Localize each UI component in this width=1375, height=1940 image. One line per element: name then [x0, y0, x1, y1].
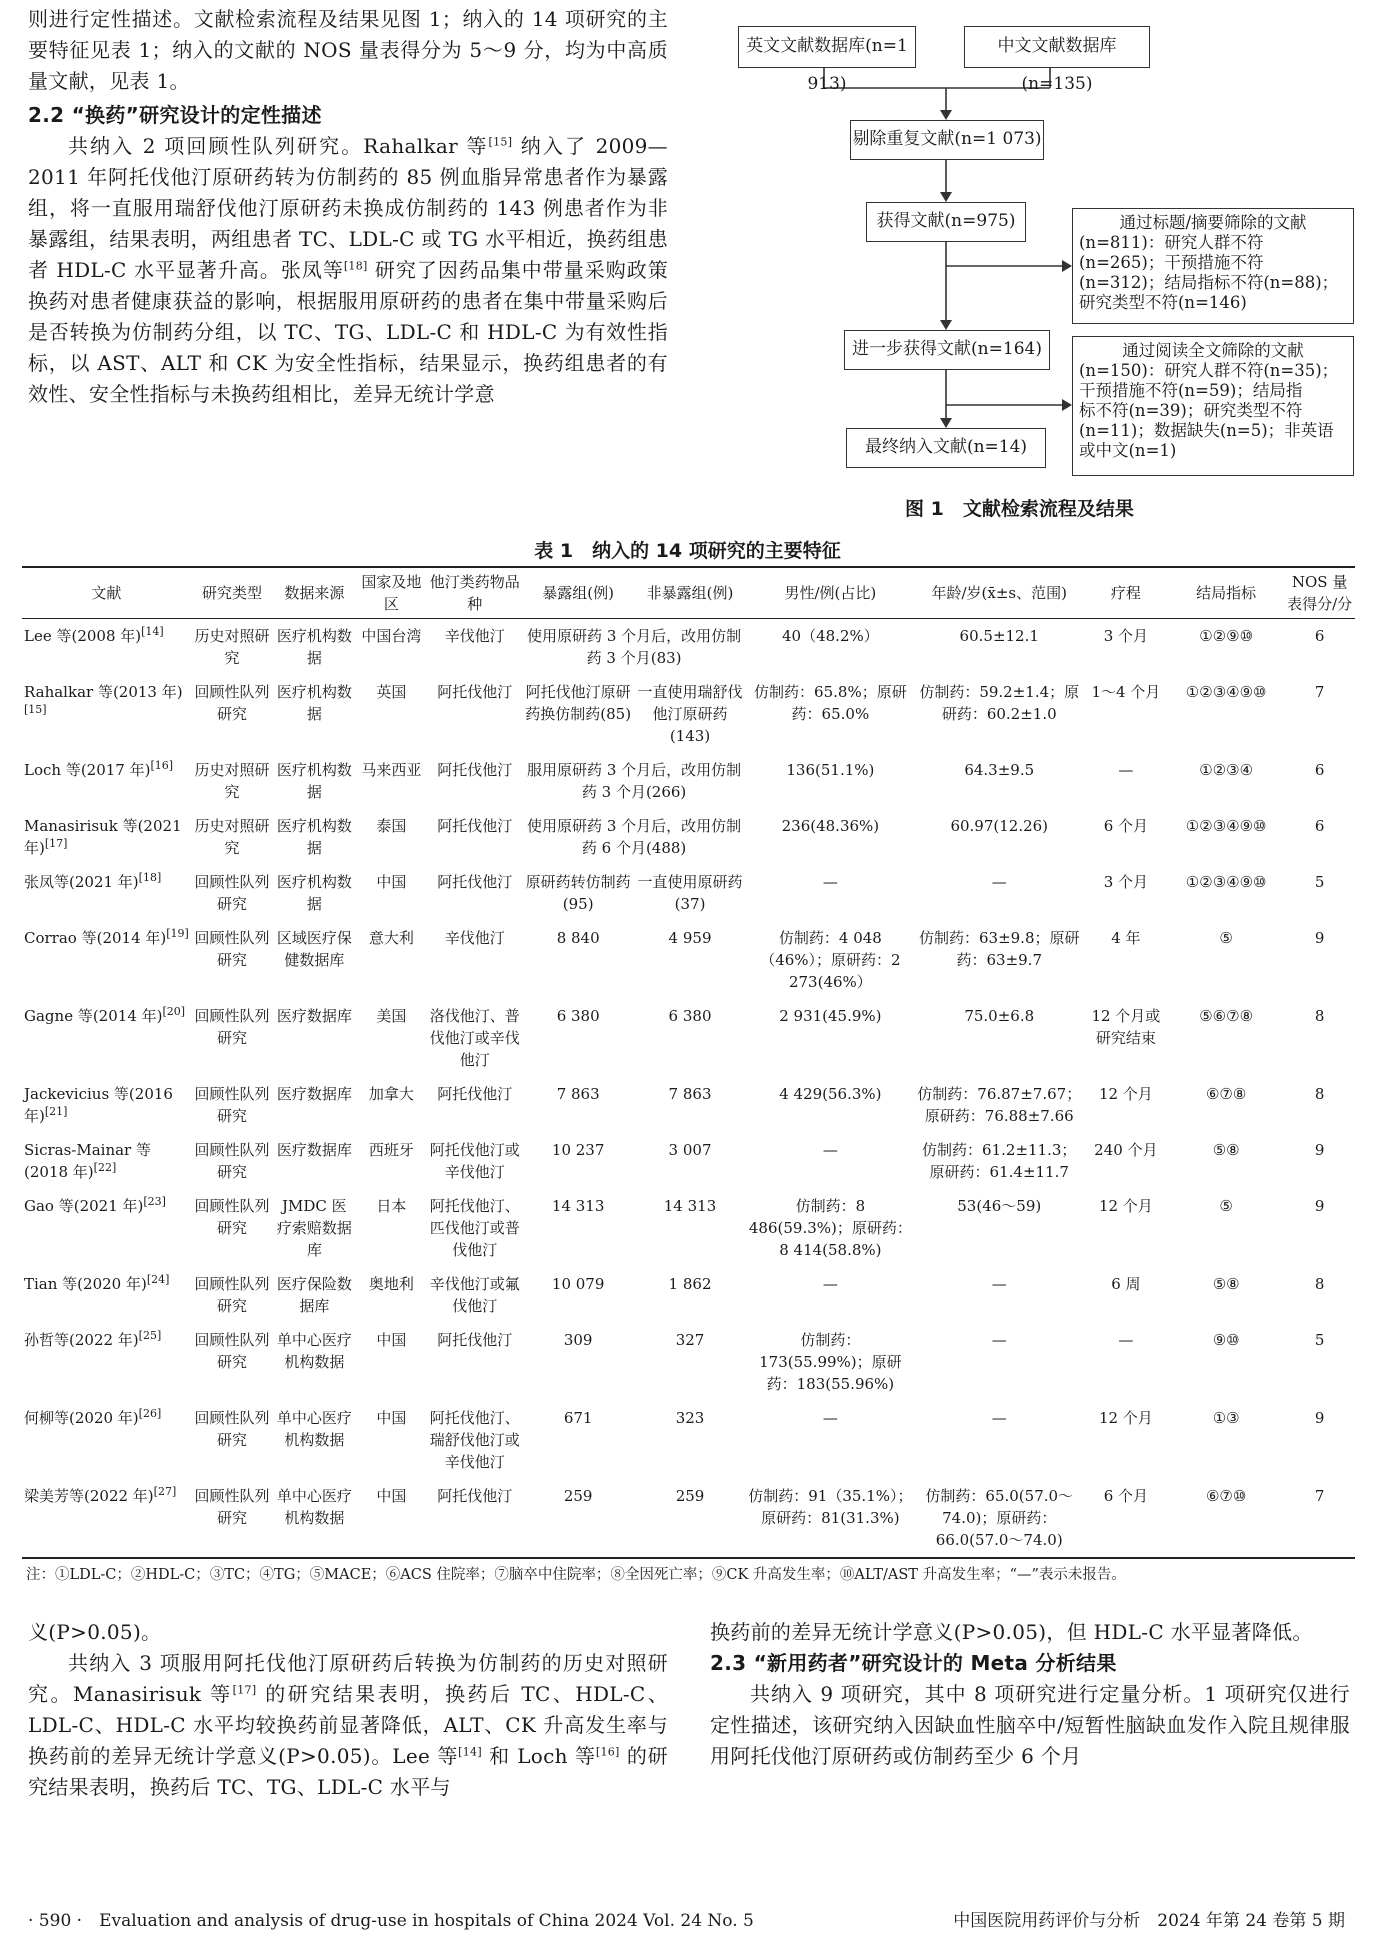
- cell-src: 医疗机构数据: [276, 761, 352, 801]
- cell-exp: 使用原研药 3 个月后，改用仿制药 3 个月(83): [527, 627, 742, 667]
- cell-ref: Lee 等(2008 年)[14]: [24, 625, 164, 645]
- exclusion-line: (n=312)；结局指标不符(n=88)；: [1079, 273, 1339, 292]
- cell-type: 回顾性队列研究: [194, 1409, 270, 1449]
- cell-out: ⑥⑦⑩: [1168, 1479, 1284, 1558]
- flowchart-figure: [700, 0, 1375, 525]
- cell-exp: 309: [563, 1331, 593, 1349]
- cell-nonexp: 14 313: [663, 1197, 717, 1215]
- column-header-drug: 他汀类药物品种: [427, 567, 522, 619]
- cell-drug: 阿托伐他汀: [437, 817, 513, 835]
- table-note: 注：①LDL-C；②HDL-C；③TC；④TG；⑤MACE；⑥ACS 住院率；⑦脑卒中住院率；⑧全因死亡率；⑨CK 升高发生率；⑩ALT/AST 升高发生率；“—”表示未报告。: [26, 1567, 1126, 1583]
- cell-nos: 7: [1314, 683, 1325, 701]
- cell-nonexp: 3 007: [668, 1141, 712, 1159]
- cell-out: ①②③④: [1199, 761, 1254, 779]
- citation: [18]: [343, 259, 368, 273]
- cell-age: 仿制药：59.2±1.4；原研药：60.2±1.0: [919, 683, 1080, 723]
- cell-src: 医疗机构数据: [276, 873, 352, 913]
- section-heading-2-2: 2.2 “换药”研究设计的定性描述: [28, 103, 322, 127]
- cell-ref: 何柳等(2020 年)[26]: [24, 1407, 162, 1427]
- cell-drug: 阿托伐他汀: [437, 683, 513, 701]
- cell-age: —: [991, 1331, 1007, 1349]
- table-row: [22, 1133, 1355, 1189]
- cell-src: 医疗数据库: [276, 1141, 352, 1159]
- cell-type: 历史对照研究: [194, 817, 270, 857]
- cell-ref: Tian 等(2020 年)[24]: [24, 1273, 170, 1293]
- citation: [17]: [44, 837, 68, 850]
- cell-drug: 阿托伐他汀: [437, 873, 513, 891]
- cell-course: 12 个月或研究结束: [1091, 1007, 1161, 1047]
- column-header-age: 年龄/岁(x̄±s、范围): [915, 567, 1084, 619]
- cell-nos: 9: [1314, 1141, 1325, 1159]
- table-row: [22, 999, 1355, 1077]
- exclusion-line: 研究类型不符(n=146): [1079, 293, 1247, 312]
- characteristics-table: [22, 566, 1355, 1559]
- section-heading-2-3: 2.3 “新用药者”研究设计的 Meta 分析结果: [710, 1651, 1117, 1675]
- cell-age: 仿制药：76.87±7.67；原研药：76.88±7.66: [917, 1085, 1082, 1125]
- citation: [18]: [138, 871, 162, 884]
- table-row: [22, 1323, 1355, 1401]
- cell-male: 4 429(56.3%): [779, 1085, 882, 1103]
- citation: [26]: [138, 1407, 162, 1420]
- cell-src: 单中心医疗机构数据: [276, 1331, 352, 1371]
- cell-nonexp: 一直使用瑞舒伐他汀原研药(143): [637, 683, 743, 745]
- cell-ref: Loch 等(2017 年)[16]: [24, 759, 174, 779]
- cell-region: 英国: [376, 683, 407, 701]
- cell-course: 3 个月: [1103, 873, 1149, 891]
- cell-male: —: [822, 1409, 838, 1427]
- cell-region: 奥地利: [368, 1275, 414, 1293]
- cell-male: 仿制药：173(55.99%)；原研药：183(55.96%): [759, 1331, 902, 1393]
- cell-age: 53(46～59): [957, 1197, 1042, 1215]
- cell-exp: 原研药转仿制药(95): [525, 873, 631, 913]
- cell-drug: 辛伐他汀或氟伐他汀: [429, 1275, 520, 1315]
- cell-type: 回顾性队列研究: [194, 1275, 270, 1315]
- cell-exp: 10 079: [551, 1275, 605, 1293]
- cell-ref: Manasirisuk 等(2021 年)[17]: [24, 817, 182, 857]
- exclusion-line: 干预措施不符(n=59)；结局指: [1079, 381, 1303, 400]
- table-row: [22, 619, 1355, 676]
- cell-course: 240 个月: [1094, 1141, 1158, 1159]
- cell-male: 仿制药：65.8%；原研药：65.0%: [754, 683, 907, 723]
- cell-ref: Gagne 等(2014 年)[20]: [24, 1005, 186, 1025]
- cell-out: ⑤: [1219, 1197, 1233, 1215]
- cell-male: 136(51.1%): [786, 761, 875, 779]
- bottom-right-text: [710, 1617, 1350, 1772]
- cell-exp: 7 863: [556, 1085, 600, 1103]
- cell-nos: 8: [1314, 1275, 1325, 1293]
- flow-box-obtained: 获得文献(n=975): [866, 202, 1026, 242]
- cell-type: 回顾性队列研究: [194, 873, 270, 913]
- cell-region: 意大利: [368, 929, 414, 947]
- cell-course: —: [1118, 1331, 1134, 1349]
- column-header-course: 疗程: [1084, 567, 1168, 619]
- paragraph: 共纳入 2 项回顾性队列研究。Rahalkar 等[15] 纳入了 2009—2011 年阿托伐他汀原研药转为仿制药的 85 例血脂异常患者作为暴露组，将一直服用瑞舒伐他汀原研药未换成仿制药的 143 例患者作为非暴露组，结果表明，两组患者 TC、LDL-C 或 TG 水平相近，换药组患者 HDL-C 水平显著升高。张凤等[18] 研究了因药品集中带量采购政策换药对患者健康获益的影响，根据服用原研药的患者在集中带量采购后是否转换为仿制药分组，以 TC、TG、LDL-C 和 HDL-C 为有效性指标，以 AST、ALT 和 CK 为安全性指标，结果显示，换药组患者的有效性、安全性指标与未换药组相比，差异无统计学意: [28, 134, 669, 406]
- cell-male: 2 931(45.9%): [779, 1007, 882, 1025]
- cell-nos: 6: [1314, 817, 1325, 835]
- table-row: [22, 1267, 1355, 1323]
- table-row: [22, 809, 1355, 865]
- citation: [22]: [93, 1161, 117, 1174]
- cell-region: 泰国: [376, 817, 407, 835]
- cell-out: ①②⑨⑩: [1199, 627, 1254, 645]
- cell-nos: 9: [1314, 929, 1325, 947]
- cell-ref: Gao 等(2021 年)[23]: [24, 1195, 166, 1215]
- cell-nos: 7: [1284, 1479, 1355, 1558]
- cell-type: 历史对照研究: [194, 761, 270, 801]
- cell-male: 236(48.36%): [781, 817, 880, 835]
- cell-nos: 8: [1314, 1085, 1325, 1103]
- cell-out: ①③: [1212, 1409, 1240, 1427]
- cell-region: 西班牙: [368, 1141, 414, 1159]
- cell-region: 美国: [376, 1007, 407, 1025]
- cell-male: —: [822, 873, 838, 891]
- cell-region: 中国: [376, 1409, 407, 1427]
- cell-male: —: [822, 1275, 838, 1293]
- column-header-type: 研究类型: [191, 567, 273, 619]
- cell-nonexp: 7 863: [668, 1085, 712, 1103]
- cell-nos: 8: [1314, 1007, 1325, 1025]
- paragraph: 共纳入 3 项服用阿托伐他汀原研药后转换为仿制药的历史对照研究。Manasirisuk 等[17] 的研究结果表明，换药后 TC、HDL-C、LDL-C、HDL-C 水平均较换药前显著降低，ALT、CK 升高发生率与换药前的差异无统计学意义(P>0.05)。Lee 等[14] 和 Loch 等[16] 的研究结果表明，换药后 TC、TG、LDL-C 水平与: [28, 1651, 669, 1799]
- flow-box-further: 进一步获得文献(n=164): [844, 330, 1050, 370]
- flow-box-exclusion-title-abstract: [1072, 208, 1354, 324]
- cell-exp: 10 237: [551, 1141, 605, 1159]
- exclusion-line: 标不符(n=39)；研究类型不符: [1079, 401, 1303, 420]
- cell-nos: 9: [1314, 1409, 1325, 1427]
- cell-ref: Corrao 等(2014 年)[19]: [24, 927, 189, 947]
- table-row: [22, 1189, 1355, 1267]
- column-header-nonexp: 非暴露组(例): [634, 567, 746, 619]
- cell-male: 仿制药：4 048（46%）；原研药：2 273(46%）: [760, 929, 901, 991]
- cell-course: —: [1118, 761, 1134, 779]
- cell-exp: 8 840: [556, 929, 600, 947]
- cell-type: 回顾性队列研究: [194, 1197, 270, 1237]
- cell-drug: 阿托伐他汀: [437, 1331, 513, 1349]
- cell-nonexp: 6 380: [668, 1007, 712, 1025]
- cell-male: 仿制药：91（35.1%）；原研药：81(31.3%): [746, 1479, 915, 1558]
- cell-course: 6 个月: [1084, 1479, 1168, 1558]
- cell-course: 12 个月: [1098, 1085, 1153, 1103]
- cell-src: 医疗数据库: [276, 1085, 352, 1103]
- cell-region: 中国: [376, 1331, 407, 1349]
- cell-src: 医疗机构数据: [276, 683, 352, 723]
- paragraph: 义(P>0.05)。: [28, 1620, 162, 1644]
- citation: [17]: [232, 1683, 257, 1697]
- paragraph: 换药前的差异无统计学意义(P>0.05)，但 HDL-C 水平显著降低。: [710, 1620, 1313, 1644]
- cell-male: 40（48.2%）: [782, 627, 879, 645]
- citation: [14]: [141, 625, 164, 638]
- citation: [21]: [44, 1105, 68, 1118]
- cell-age: 75.0±6.8: [964, 1007, 1035, 1025]
- cell-type: 回顾性队列研究: [194, 929, 270, 969]
- cell-src: 医疗机构数据: [276, 627, 352, 667]
- cell-nos: 5: [1314, 1331, 1325, 1349]
- paragraph: 共纳入 9 项研究，其中 8 项研究进行定量分析。1 项研究仅进行定性描述，该研究纳入因缺血性脑卒中/短暂性脑缺血发作入院且规律服用阿托伐他汀原研药或仿制药至少 6 个月: [710, 1682, 1350, 1768]
- exclusion-line: 通过阅读全文筛除的文献: [1122, 341, 1304, 360]
- cell-ref: Sicras-Mainar 等(2018 年)[22]: [24, 1141, 151, 1181]
- cell-nos: 6: [1314, 627, 1325, 645]
- cell-drug: 阿托伐他汀或辛伐他汀: [429, 1141, 520, 1181]
- table-row: [22, 1479, 1355, 1558]
- cell-male: —: [822, 1141, 838, 1159]
- cell-region: 中国: [355, 1479, 427, 1558]
- column-header-ref: 文献: [22, 567, 191, 619]
- cell-ref: 张凤等(2021 年)[18]: [24, 871, 162, 891]
- column-header-nos: NOS 量表得分/分: [1284, 567, 1355, 619]
- cell-course: 4 年: [1111, 929, 1141, 947]
- cell-drug: 阿托伐他汀: [427, 1479, 522, 1558]
- table-row: [22, 675, 1355, 753]
- flow-box-dedup: 剔除重复文献(n=1 073): [850, 120, 1044, 160]
- cell-region: 日本: [376, 1197, 407, 1215]
- cell-age: —: [991, 1275, 1007, 1293]
- cell-exp: 使用原研药 3 个月后，改用仿制药 6 个月(488): [527, 817, 742, 857]
- figure-caption: 图 1 文献检索流程及结果: [905, 498, 1134, 520]
- cell-src: 医疗数据库: [276, 1007, 352, 1025]
- column-header-exp: 暴露组(例): [522, 567, 634, 619]
- cell-course: 3 个月: [1103, 627, 1149, 645]
- cell-age: 64.3±9.5: [964, 761, 1035, 779]
- cell-age: 60.97(12.26): [950, 817, 1049, 835]
- cell-src: 单中心医疗机构数据: [273, 1479, 355, 1558]
- column-header-male: 男性/例(占比): [746, 567, 915, 619]
- exclusion-line: (n=11)；数据缺失(n=5)；非英语: [1079, 421, 1334, 440]
- cell-nos: 9: [1314, 1197, 1325, 1215]
- bottom-left-text: [28, 1617, 668, 1803]
- cell-nonexp: 一直使用原研药(37): [637, 873, 743, 913]
- cell-type: 回顾性队列研究: [194, 1085, 270, 1125]
- cell-course: 12 个月: [1098, 1409, 1153, 1427]
- citation: [14]: [458, 1745, 482, 1759]
- cell-src: 单中心医疗机构数据: [276, 1409, 352, 1449]
- table-row: [22, 753, 1355, 809]
- cell-exp: 259: [522, 1479, 634, 1558]
- table-container: [22, 566, 1355, 1585]
- cell-nonexp: 323: [675, 1409, 705, 1427]
- table-row: [22, 865, 1355, 921]
- cell-drug: 阿托伐他汀、匹伐他汀或普伐他汀: [429, 1197, 520, 1259]
- cell-course: 6 周: [1111, 1275, 1141, 1293]
- column-header-out: 结局指标: [1168, 567, 1284, 619]
- cell-region: 马来西亚: [361, 761, 422, 779]
- cell-nos: 6: [1314, 761, 1325, 779]
- footer-right: 中国医院用药评价与分析 2024 年第 24 卷第 5 期: [953, 1911, 1345, 1931]
- cell-age: 仿制药：63±9.8；原研药：63±9.7: [918, 929, 1080, 969]
- citation: [24]: [146, 1273, 170, 1286]
- cell-drug: 辛伐他汀: [444, 627, 505, 645]
- cell-age: —: [991, 873, 1007, 891]
- cell-src: JMDC 医疗索赔数据库: [276, 1197, 352, 1259]
- cell-drug: 洛伐他汀、普伐他汀或辛伐他汀: [429, 1007, 520, 1069]
- exclusion-line: (n=265)；干预措施不符: [1079, 253, 1264, 272]
- cell-src: 医疗保险数据库: [276, 1275, 352, 1315]
- cell-exp: 服用原研药 3 个月后，改用仿制药 3 个月(266): [527, 761, 742, 801]
- cell-src: 区域医疗保健数据库: [276, 929, 352, 969]
- cell-male: 仿制药：8 486(59.3%)；原研药：8 414(58.8%): [748, 1197, 912, 1259]
- cell-nonexp: 4 959: [668, 929, 712, 947]
- flow-box-chinese-db: 中文文献数据库(n=135): [964, 26, 1150, 68]
- cell-type: 历史对照研究: [194, 627, 270, 667]
- top-left-text: [28, 4, 668, 410]
- flow-box-english-db: 英文文献数据库(n=1 913): [738, 26, 916, 68]
- cell-ref: 孙哲等(2022 年)[25]: [24, 1329, 162, 1349]
- exclusion-line: 通过标题/摘要筛除的文献: [1119, 213, 1307, 232]
- cell-age: —: [991, 1409, 1007, 1427]
- table-row: [22, 1077, 1355, 1133]
- cell-drug: 阿托伐他汀、瑞舒伐他汀或辛伐他汀: [429, 1409, 520, 1471]
- table-title: 表 1 纳入的 14 项研究的主要特征: [534, 540, 841, 562]
- exclusion-line: (n=150)：研究人群不符(n=35)；: [1079, 361, 1339, 380]
- cell-ref: 梁美芳等(2022 年)[27]: [22, 1479, 191, 1558]
- citation: [23]: [143, 1195, 166, 1208]
- citation: [25]: [138, 1329, 162, 1342]
- cell-age: 仿制药：65.0(57.0～74.0)；原研药：66.0(57.0～74.0): [915, 1479, 1084, 1558]
- flow-box-final: 最终纳入文献(n=14): [846, 428, 1046, 468]
- table-row: [22, 1401, 1355, 1479]
- citation: [15]: [488, 135, 513, 149]
- paragraph: 则进行定性描述。文献检索流程及结果见图 1；纳入的 14 项研究的主要特征见表 1；纳入的文献的 NOS 量表得分为 5～9 分，均为中高质量文献，见表 1。: [28, 7, 668, 93]
- cell-out: ①②③④⑨⑩: [1185, 873, 1267, 891]
- cell-nos: 5: [1314, 873, 1325, 891]
- cell-out: ⑤⑧: [1212, 1141, 1240, 1159]
- column-header-src: 数据来源: [273, 567, 355, 619]
- column-header-region: 国家及地区: [355, 567, 427, 619]
- cell-region: 中国台湾: [361, 627, 422, 645]
- exclusion-line: (n=811)：研究人群不符: [1079, 233, 1264, 252]
- exclusion-line: 或中文(n=1): [1079, 441, 1177, 460]
- cell-type: 回顾性队列研究: [191, 1479, 273, 1558]
- cell-exp: 14 313: [551, 1197, 605, 1215]
- citation: [16]: [150, 759, 174, 772]
- cell-type: 回顾性队列研究: [194, 1141, 270, 1181]
- cell-nonexp: 1 862: [668, 1275, 712, 1293]
- cell-age: 60.5±12.1: [959, 627, 1039, 645]
- citation: [16]: [595, 1745, 620, 1759]
- cell-region: 加拿大: [368, 1085, 414, 1103]
- citation: [15]: [24, 703, 47, 716]
- flow-box-exclusion-fulltext: [1072, 336, 1354, 476]
- cell-out: ①②③④⑨⑩: [1185, 817, 1267, 835]
- cell-out: ⑥⑦⑧: [1205, 1085, 1247, 1103]
- cell-course: 12 个月: [1098, 1197, 1153, 1215]
- cell-drug: 阿托伐他汀: [437, 761, 513, 779]
- table-header-row: [22, 567, 1355, 619]
- cell-out: ⑤: [1219, 929, 1233, 947]
- cell-exp: 671: [563, 1409, 593, 1427]
- cell-type: 回顾性队列研究: [194, 683, 270, 723]
- cell-src: 医疗机构数据: [276, 817, 352, 857]
- cell-nonexp: 259: [634, 1479, 746, 1558]
- cell-course: 6 个月: [1103, 817, 1149, 835]
- cell-drug: 辛伐他汀: [444, 929, 505, 947]
- cell-exp: 阿托伐他汀原研药换仿制药(85): [525, 683, 632, 723]
- cell-out: ①②③④⑨⑩: [1185, 683, 1267, 701]
- table-row: [22, 921, 1355, 999]
- cell-out: ⑤⑧: [1212, 1275, 1240, 1293]
- cell-type: 回顾性队列研究: [194, 1331, 270, 1371]
- cell-out: ⑤⑥⑦⑧: [1199, 1007, 1254, 1025]
- footer-left: · 590 · Evaluation and analysis of drug-use in hospitals of China 2024 Vol. 24 No. 5: [28, 1911, 754, 1931]
- cell-drug: 阿托伐他汀: [437, 1085, 513, 1103]
- cell-out: ⑨⑩: [1212, 1331, 1240, 1349]
- cell-type: 回顾性队列研究: [194, 1007, 270, 1047]
- cell-nonexp: 327: [675, 1331, 705, 1349]
- cell-exp: 6 380: [556, 1007, 600, 1025]
- citation: [19]: [166, 927, 189, 940]
- cell-region: 中国: [376, 873, 407, 891]
- citation: [20]: [162, 1005, 186, 1018]
- cell-course: 1～4 个月: [1091, 683, 1161, 701]
- cell-ref: Rahalkar 等(2013 年)[15]: [24, 683, 183, 716]
- cell-age: 仿制药：61.2±11.3；原研药：61.4±11.7: [922, 1141, 1077, 1181]
- cell-ref: Jackevicius 等(2016 年)[21]: [24, 1085, 173, 1125]
- citation: [27]: [153, 1485, 177, 1498]
